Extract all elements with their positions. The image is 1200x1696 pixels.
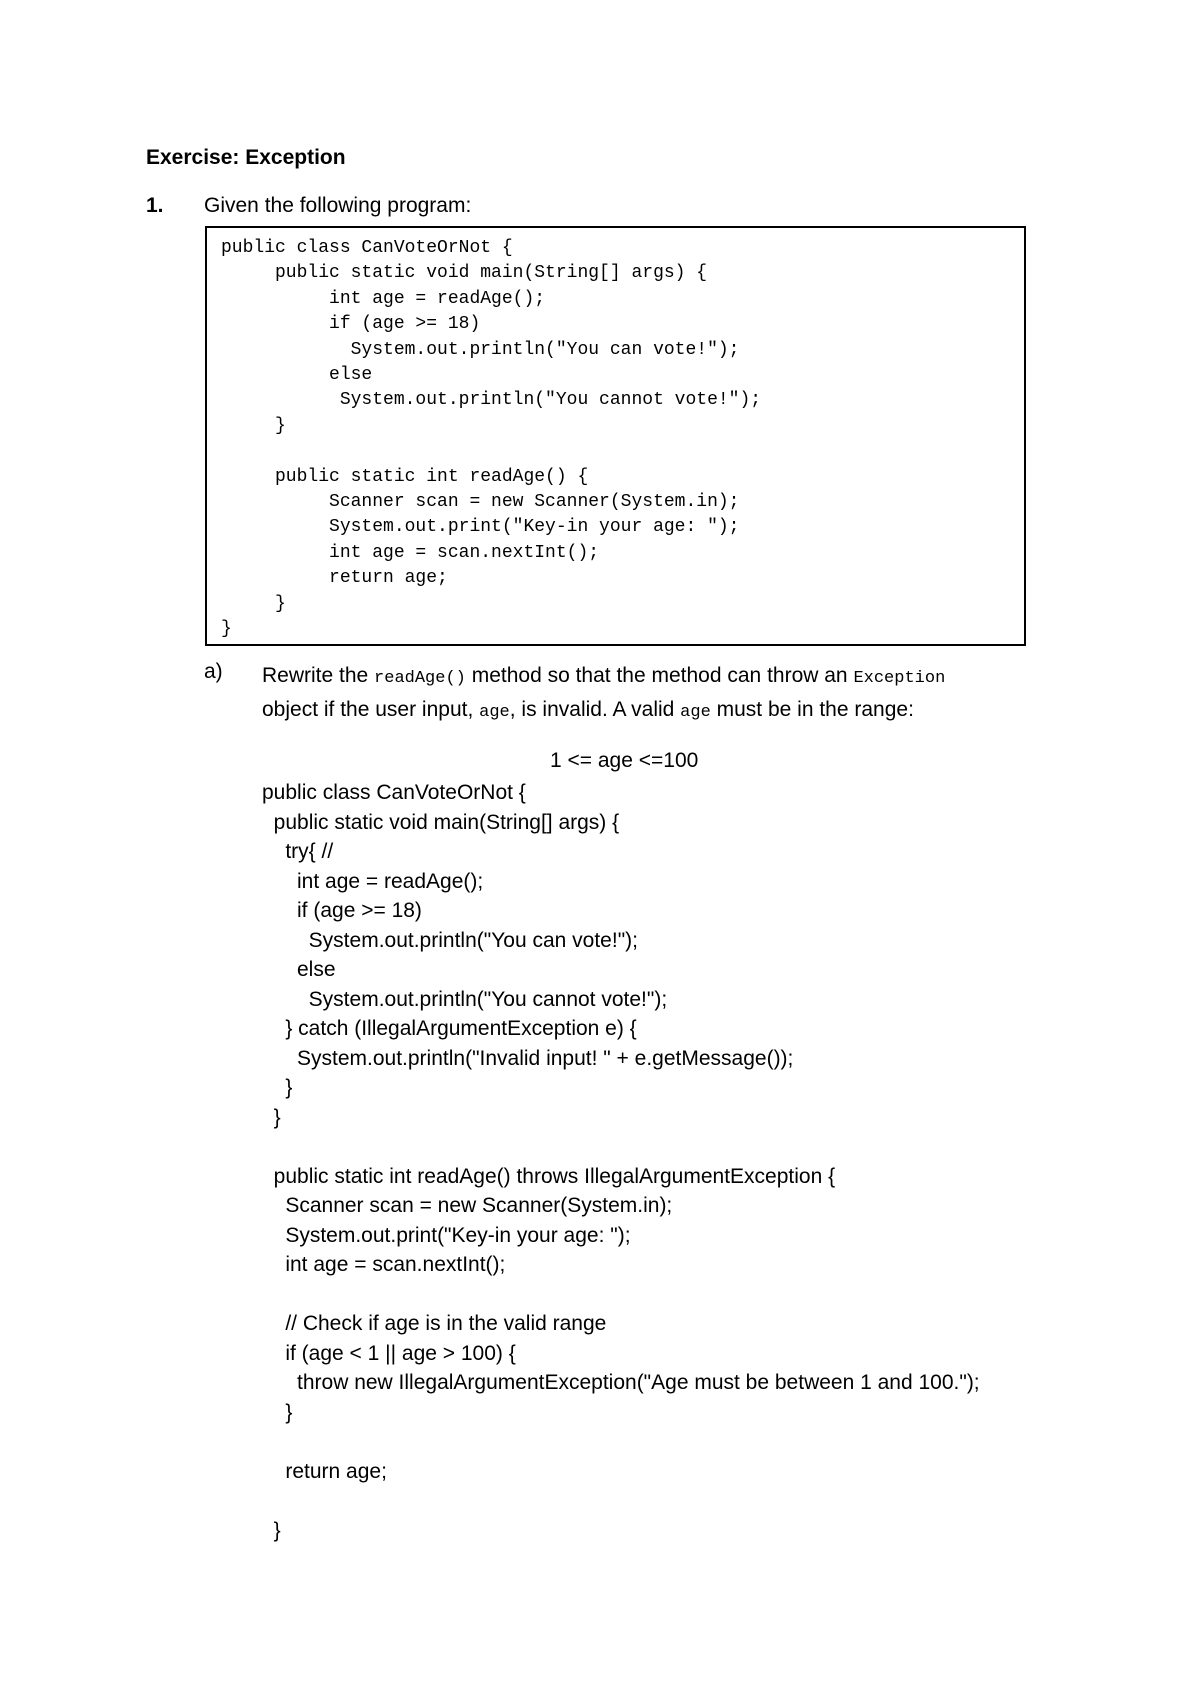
answer-code-line: } xyxy=(262,1105,281,1129)
answer-code-line: int age = scan.nextInt(); xyxy=(262,1253,506,1276)
sub-question-text-part: , is invalid. A valid xyxy=(509,698,681,721)
question-number: 1. xyxy=(146,194,164,217)
code-line: int age = scan.nextInt(); xyxy=(221,542,600,563)
inline-code-readage: readAge() xyxy=(374,669,466,688)
answer-code-line: } xyxy=(262,1518,281,1542)
exercise-title: Exercise: Exception xyxy=(146,146,346,169)
answer-code-line xyxy=(262,1486,980,1516)
sub-question-text-part: object if the user input, xyxy=(262,698,480,721)
answer-code-line: } xyxy=(262,1076,293,1099)
answer-code-line: // Check if age is in the valid range xyxy=(262,1312,607,1335)
code-line: Scanner scan = new Scanner(System.in); xyxy=(221,492,740,513)
code-line: if (age >= 18) xyxy=(221,314,481,335)
code-line: public class CanVoteOrNot { xyxy=(221,238,513,258)
code-line: System.out.println("You cannot vote!"); xyxy=(221,390,762,411)
answer-code-block xyxy=(262,778,980,1545)
answer-code-line: int age = readAge(); xyxy=(262,869,484,893)
answer-code-line: } catch (IllegalArgumentException e) { xyxy=(262,1017,637,1040)
answer-code-line: System.out.print("Key-in your age: "); xyxy=(262,1223,631,1247)
answer-code-line xyxy=(262,1132,980,1162)
code-line: } xyxy=(221,415,286,436)
inline-code-age: age xyxy=(680,703,711,722)
answer-code-line xyxy=(262,1427,980,1457)
answer-code-line: else xyxy=(262,958,336,981)
code-line: } xyxy=(221,593,286,614)
answer-code-line: if (age < 1 || age > 100) { xyxy=(262,1341,516,1365)
code-line: return age; xyxy=(221,568,448,589)
sub-question-text xyxy=(262,660,1062,728)
answer-code-line: public class CanVoteOrNot { xyxy=(262,781,526,804)
inline-code-age: age xyxy=(479,703,510,722)
sub-question-text-part: method so that the method can throw an xyxy=(465,664,854,687)
answer-code-line: } xyxy=(262,1400,293,1424)
sub-question-text-part: must be in the range: xyxy=(710,698,914,721)
original-code-block xyxy=(221,236,761,643)
code-line: public static int readAge() { xyxy=(221,466,589,487)
answer-code-line: public static void main(String[] args) { xyxy=(262,810,620,834)
code-line xyxy=(221,439,761,464)
code-line: System.out.println("You can vote!"); xyxy=(221,339,740,360)
answer-code-line: System.out.println("Invalid input! " + e.getMessage()); xyxy=(262,1046,794,1070)
answer-code-line: public static int readAge() throws IllegalArgumentException { xyxy=(262,1164,836,1188)
code-line: System.out.print("Key-in your age: "); xyxy=(221,517,740,538)
answer-code-line xyxy=(262,1280,980,1310)
answer-code-line: try{ // xyxy=(262,840,334,863)
inline-code-exception: Exception xyxy=(853,669,946,688)
answer-code-line: Scanner scan = new Scanner(System.in); xyxy=(262,1194,673,1217)
code-line: } xyxy=(221,619,232,640)
original-code-box xyxy=(205,226,1026,646)
answer-code-line: return age; xyxy=(262,1459,387,1483)
sub-question-label: a) xyxy=(204,660,223,683)
question-intro: Given the following program: xyxy=(204,194,472,217)
answer-code-line: System.out.println("You can vote!"); xyxy=(262,928,638,952)
answer-code-line: if (age >= 18) xyxy=(262,899,422,922)
sub-question-text-part: Rewrite the xyxy=(262,664,375,687)
code-line: else xyxy=(221,365,373,386)
answer-code-line: throw new IllegalArgumentException("Age must be between 1 and 100."); xyxy=(262,1371,980,1394)
valid-range: 1 <= age <=100 xyxy=(550,749,699,772)
answer-code-line: System.out.println("You cannot vote!"); xyxy=(262,987,668,1011)
code-line: public static void main(String[] args) { xyxy=(221,263,708,284)
code-line: int age = readAge(); xyxy=(221,288,546,309)
